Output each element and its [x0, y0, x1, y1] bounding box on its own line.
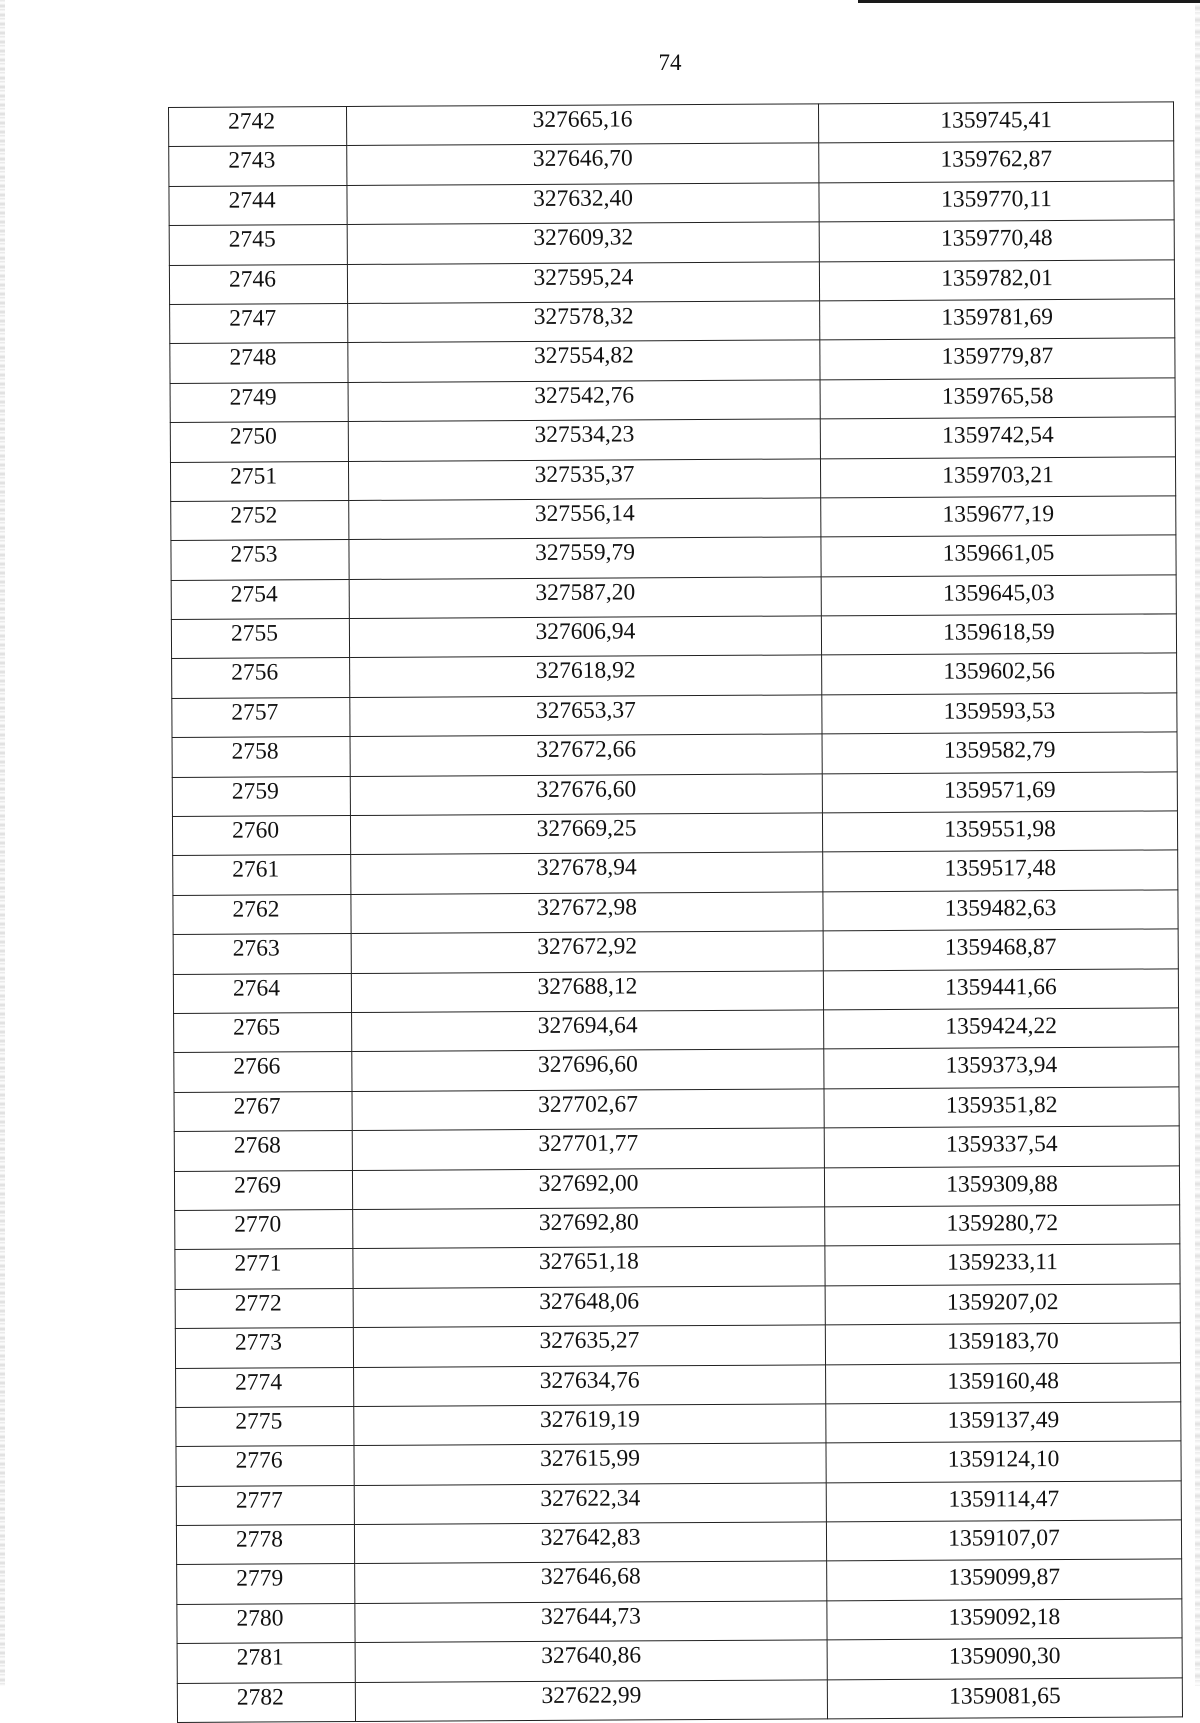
- point-number-cell: 2770: [175, 1209, 353, 1249]
- point-number-cell: 2748: [170, 343, 348, 383]
- point-number-cell: 2750: [170, 422, 348, 462]
- x-coordinate-cell: 327622,99: [355, 1679, 827, 1721]
- table-row: [174, 1126, 1179, 1171]
- table-row: [173, 929, 1178, 974]
- point-number-cell: 2760: [172, 816, 350, 856]
- point-number-cell: 2751: [170, 461, 348, 501]
- point-number-cell: 2757: [172, 697, 350, 737]
- point-number-cell: 2752: [171, 500, 349, 540]
- point-number-cell: 2767: [174, 1091, 352, 1131]
- y-coordinate-cell: 1359441,66: [823, 968, 1178, 1009]
- y-coordinate-cell: 1359551,98: [822, 811, 1177, 852]
- y-coordinate-cell: 1359745,41: [818, 102, 1173, 143]
- y-coordinate-cell: 1359593,53: [822, 693, 1177, 734]
- y-coordinate-cell: 1359160,48: [826, 1362, 1181, 1403]
- x-coordinate-cell: 327694,64: [352, 1010, 824, 1052]
- point-number-cell: 2782: [177, 1682, 355, 1722]
- x-coordinate-cell: 327651,18: [353, 1246, 825, 1288]
- point-number-cell: 2776: [176, 1446, 354, 1486]
- y-coordinate-cell: 1359183,70: [825, 1323, 1180, 1364]
- y-coordinate-cell: 1359099,87: [827, 1559, 1182, 1600]
- point-number-cell: 2771: [175, 1249, 353, 1289]
- x-coordinate-cell: 327672,98: [351, 892, 823, 934]
- point-number-cell: 2777: [176, 1485, 354, 1525]
- x-coordinate-cell: 327635,27: [353, 1325, 825, 1367]
- y-coordinate-cell: 1359207,02: [825, 1284, 1180, 1325]
- y-coordinate-cell: 1359482,63: [823, 890, 1178, 931]
- point-number-cell: 2765: [174, 1012, 352, 1052]
- point-number-cell: 2772: [175, 1288, 353, 1328]
- point-number-cell: 2758: [172, 737, 350, 777]
- y-coordinate-cell: 1359582,79: [822, 732, 1177, 773]
- table-row: [170, 378, 1175, 423]
- x-coordinate-cell: 327702,67: [352, 1089, 824, 1131]
- x-coordinate-cell: 327542,76: [348, 380, 820, 422]
- y-coordinate-cell: 1359309,88: [824, 1165, 1179, 1206]
- point-number-cell: 2759: [172, 776, 350, 816]
- x-coordinate-cell: 327622,34: [354, 1483, 826, 1525]
- table-row: [172, 811, 1177, 856]
- table-row: [177, 1677, 1182, 1722]
- table-row: [169, 102, 1174, 147]
- x-coordinate-cell: 327669,25: [350, 813, 822, 855]
- scan-edge-right: [1195, 0, 1200, 1686]
- table-row: [174, 1047, 1179, 1092]
- y-coordinate-cell: 1359602,56: [822, 653, 1177, 694]
- x-coordinate-cell: 327642,83: [354, 1522, 826, 1564]
- table-row: [171, 614, 1176, 659]
- x-coordinate-cell: 327692,80: [353, 1207, 825, 1249]
- point-number-cell: 2749: [170, 382, 348, 422]
- x-coordinate-cell: 327678,94: [351, 852, 823, 894]
- table-row: [175, 1244, 1180, 1289]
- x-coordinate-cell: 327578,32: [348, 301, 820, 343]
- x-coordinate-cell: 327619,19: [354, 1404, 826, 1446]
- table-row: [172, 772, 1177, 817]
- y-coordinate-cell: 1359571,69: [822, 772, 1177, 813]
- top-rule: [858, 0, 1200, 3]
- point-number-cell: 2781: [177, 1643, 355, 1683]
- point-number-cell: 2768: [174, 1131, 352, 1171]
- table-row: [172, 653, 1177, 698]
- point-number-cell: 2753: [171, 540, 349, 580]
- point-number-cell: 2778: [176, 1525, 354, 1565]
- point-number-cell: 2763: [173, 934, 351, 974]
- table-row: [176, 1520, 1181, 1565]
- y-coordinate-cell: 1359779,87: [820, 338, 1175, 379]
- x-coordinate-cell: 327665,16: [347, 104, 819, 146]
- point-number-cell: 2746: [169, 264, 347, 304]
- x-coordinate-cell: 327609,32: [347, 222, 819, 264]
- y-coordinate-cell: 1359762,87: [819, 141, 1174, 182]
- table-row: [171, 535, 1176, 580]
- table-row: [172, 693, 1177, 738]
- table-row: [177, 1599, 1182, 1644]
- y-coordinate-cell: 1359770,11: [819, 181, 1174, 222]
- point-number-cell: 2766: [174, 1052, 352, 1092]
- page-number: 74: [658, 50, 682, 75]
- point-number-cell: 2761: [173, 855, 351, 895]
- x-coordinate-cell: 327587,20: [349, 577, 821, 619]
- y-coordinate-cell: 1359114,47: [826, 1481, 1181, 1522]
- point-number-cell: 2774: [176, 1367, 354, 1407]
- y-coordinate-cell: 1359468,87: [823, 929, 1178, 970]
- x-coordinate-cell: 327676,60: [350, 773, 822, 815]
- y-coordinate-cell: 1359645,03: [821, 575, 1176, 616]
- point-number-cell: 2762: [173, 894, 351, 934]
- table-row: [173, 850, 1178, 895]
- x-coordinate-cell: 327692,00: [352, 1167, 824, 1209]
- table-row: [176, 1441, 1181, 1486]
- table-row: [174, 1165, 1179, 1210]
- point-number-cell: 2745: [169, 225, 347, 265]
- x-coordinate-cell: 327672,92: [351, 931, 823, 973]
- point-number-cell: 2780: [177, 1603, 355, 1643]
- table-row: [171, 496, 1176, 541]
- y-coordinate-cell: 1359677,19: [821, 496, 1176, 537]
- x-coordinate-cell: 327672,66: [350, 734, 822, 776]
- x-coordinate-cell: 327554,82: [348, 340, 820, 382]
- point-number-cell: 2743: [169, 146, 347, 186]
- y-coordinate-cell: 1359351,82: [824, 1087, 1179, 1128]
- x-coordinate-cell: 327632,40: [347, 183, 819, 225]
- x-coordinate-cell: 327534,23: [348, 419, 820, 461]
- table-row: [177, 1638, 1182, 1683]
- table-row: [170, 417, 1175, 462]
- point-number-cell: 2754: [171, 579, 349, 619]
- x-coordinate-cell: 327559,79: [349, 537, 821, 579]
- scan-edge-left: [0, 0, 5, 1686]
- y-coordinate-cell: 1359781,69: [820, 299, 1175, 340]
- x-coordinate-cell: 327535,37: [348, 458, 820, 500]
- point-number-cell: 2764: [173, 973, 351, 1013]
- y-coordinate-cell: 1359090,30: [827, 1638, 1182, 1679]
- y-coordinate-cell: 1359373,94: [824, 1047, 1179, 1088]
- table-row: [173, 968, 1178, 1013]
- y-coordinate-cell: 1359782,01: [819, 259, 1174, 300]
- table-row: [169, 259, 1174, 304]
- x-coordinate-cell: 327615,99: [354, 1443, 826, 1485]
- x-coordinate-cell: 327688,12: [351, 970, 823, 1012]
- table-row: [170, 338, 1175, 383]
- table-row: [170, 456, 1175, 501]
- x-coordinate-cell: 327634,76: [354, 1364, 826, 1406]
- point-number-cell: 2769: [174, 1170, 352, 1210]
- y-coordinate-cell: 1359742,54: [820, 417, 1175, 458]
- y-coordinate-cell: 1359280,72: [825, 1205, 1180, 1246]
- table-row: [171, 575, 1176, 620]
- y-coordinate-cell: 1359703,21: [820, 456, 1175, 497]
- y-coordinate-cell: 1359137,49: [826, 1402, 1181, 1443]
- table-row: [174, 1008, 1179, 1053]
- y-coordinate-cell: 1359081,65: [827, 1677, 1182, 1718]
- table-row: [177, 1559, 1182, 1604]
- table-row: [169, 220, 1174, 265]
- coordinates-table-body: [169, 102, 1183, 1723]
- table-row: [176, 1362, 1181, 1407]
- y-coordinate-cell: 1359337,54: [824, 1126, 1179, 1167]
- coordinates-table: [168, 101, 1183, 1723]
- y-coordinate-cell: 1359770,48: [819, 220, 1174, 261]
- x-coordinate-cell: 327646,70: [347, 143, 819, 185]
- y-coordinate-cell: 1359092,18: [827, 1599, 1182, 1640]
- x-coordinate-cell: 327644,73: [355, 1601, 827, 1643]
- point-number-cell: 2742: [169, 107, 347, 147]
- table-row: [176, 1481, 1181, 1526]
- y-coordinate-cell: 1359661,05: [821, 535, 1176, 576]
- point-number-cell: 2755: [171, 619, 349, 659]
- y-coordinate-cell: 1359765,58: [820, 378, 1175, 419]
- table-row: [175, 1205, 1180, 1250]
- point-number-cell: 2744: [169, 185, 347, 225]
- table-row: [170, 299, 1175, 344]
- y-coordinate-cell: 1359517,48: [823, 850, 1178, 891]
- table-row: [172, 732, 1177, 777]
- table-row: [169, 181, 1174, 226]
- y-coordinate-cell: 1359618,59: [821, 614, 1176, 655]
- table-row: [169, 141, 1174, 186]
- table-row: [176, 1402, 1181, 1447]
- x-coordinate-cell: 327618,92: [350, 655, 822, 697]
- x-coordinate-cell: 327648,06: [353, 1286, 825, 1328]
- x-coordinate-cell: 327640,86: [355, 1640, 827, 1682]
- x-coordinate-cell: 327696,60: [352, 1049, 824, 1091]
- point-number-cell: 2773: [175, 1328, 353, 1368]
- point-number-cell: 2756: [172, 658, 350, 698]
- x-coordinate-cell: 327701,77: [352, 1128, 824, 1170]
- point-number-cell: 2747: [170, 303, 348, 343]
- x-coordinate-cell: 327653,37: [350, 695, 822, 737]
- table-row: [175, 1323, 1180, 1368]
- table-row: [174, 1087, 1179, 1132]
- point-number-cell: 2779: [177, 1564, 355, 1604]
- table-row: [175, 1284, 1180, 1329]
- y-coordinate-cell: 1359424,22: [824, 1008, 1179, 1049]
- table-row: [173, 890, 1178, 935]
- x-coordinate-cell: 327606,94: [349, 616, 821, 658]
- y-coordinate-cell: 1359233,11: [825, 1244, 1180, 1285]
- y-coordinate-cell: 1359124,10: [826, 1441, 1181, 1482]
- x-coordinate-cell: 327556,14: [349, 498, 821, 540]
- x-coordinate-cell: 327595,24: [347, 261, 819, 303]
- point-number-cell: 2775: [176, 1406, 354, 1446]
- y-coordinate-cell: 1359107,07: [826, 1520, 1181, 1561]
- x-coordinate-cell: 327646,68: [355, 1561, 827, 1603]
